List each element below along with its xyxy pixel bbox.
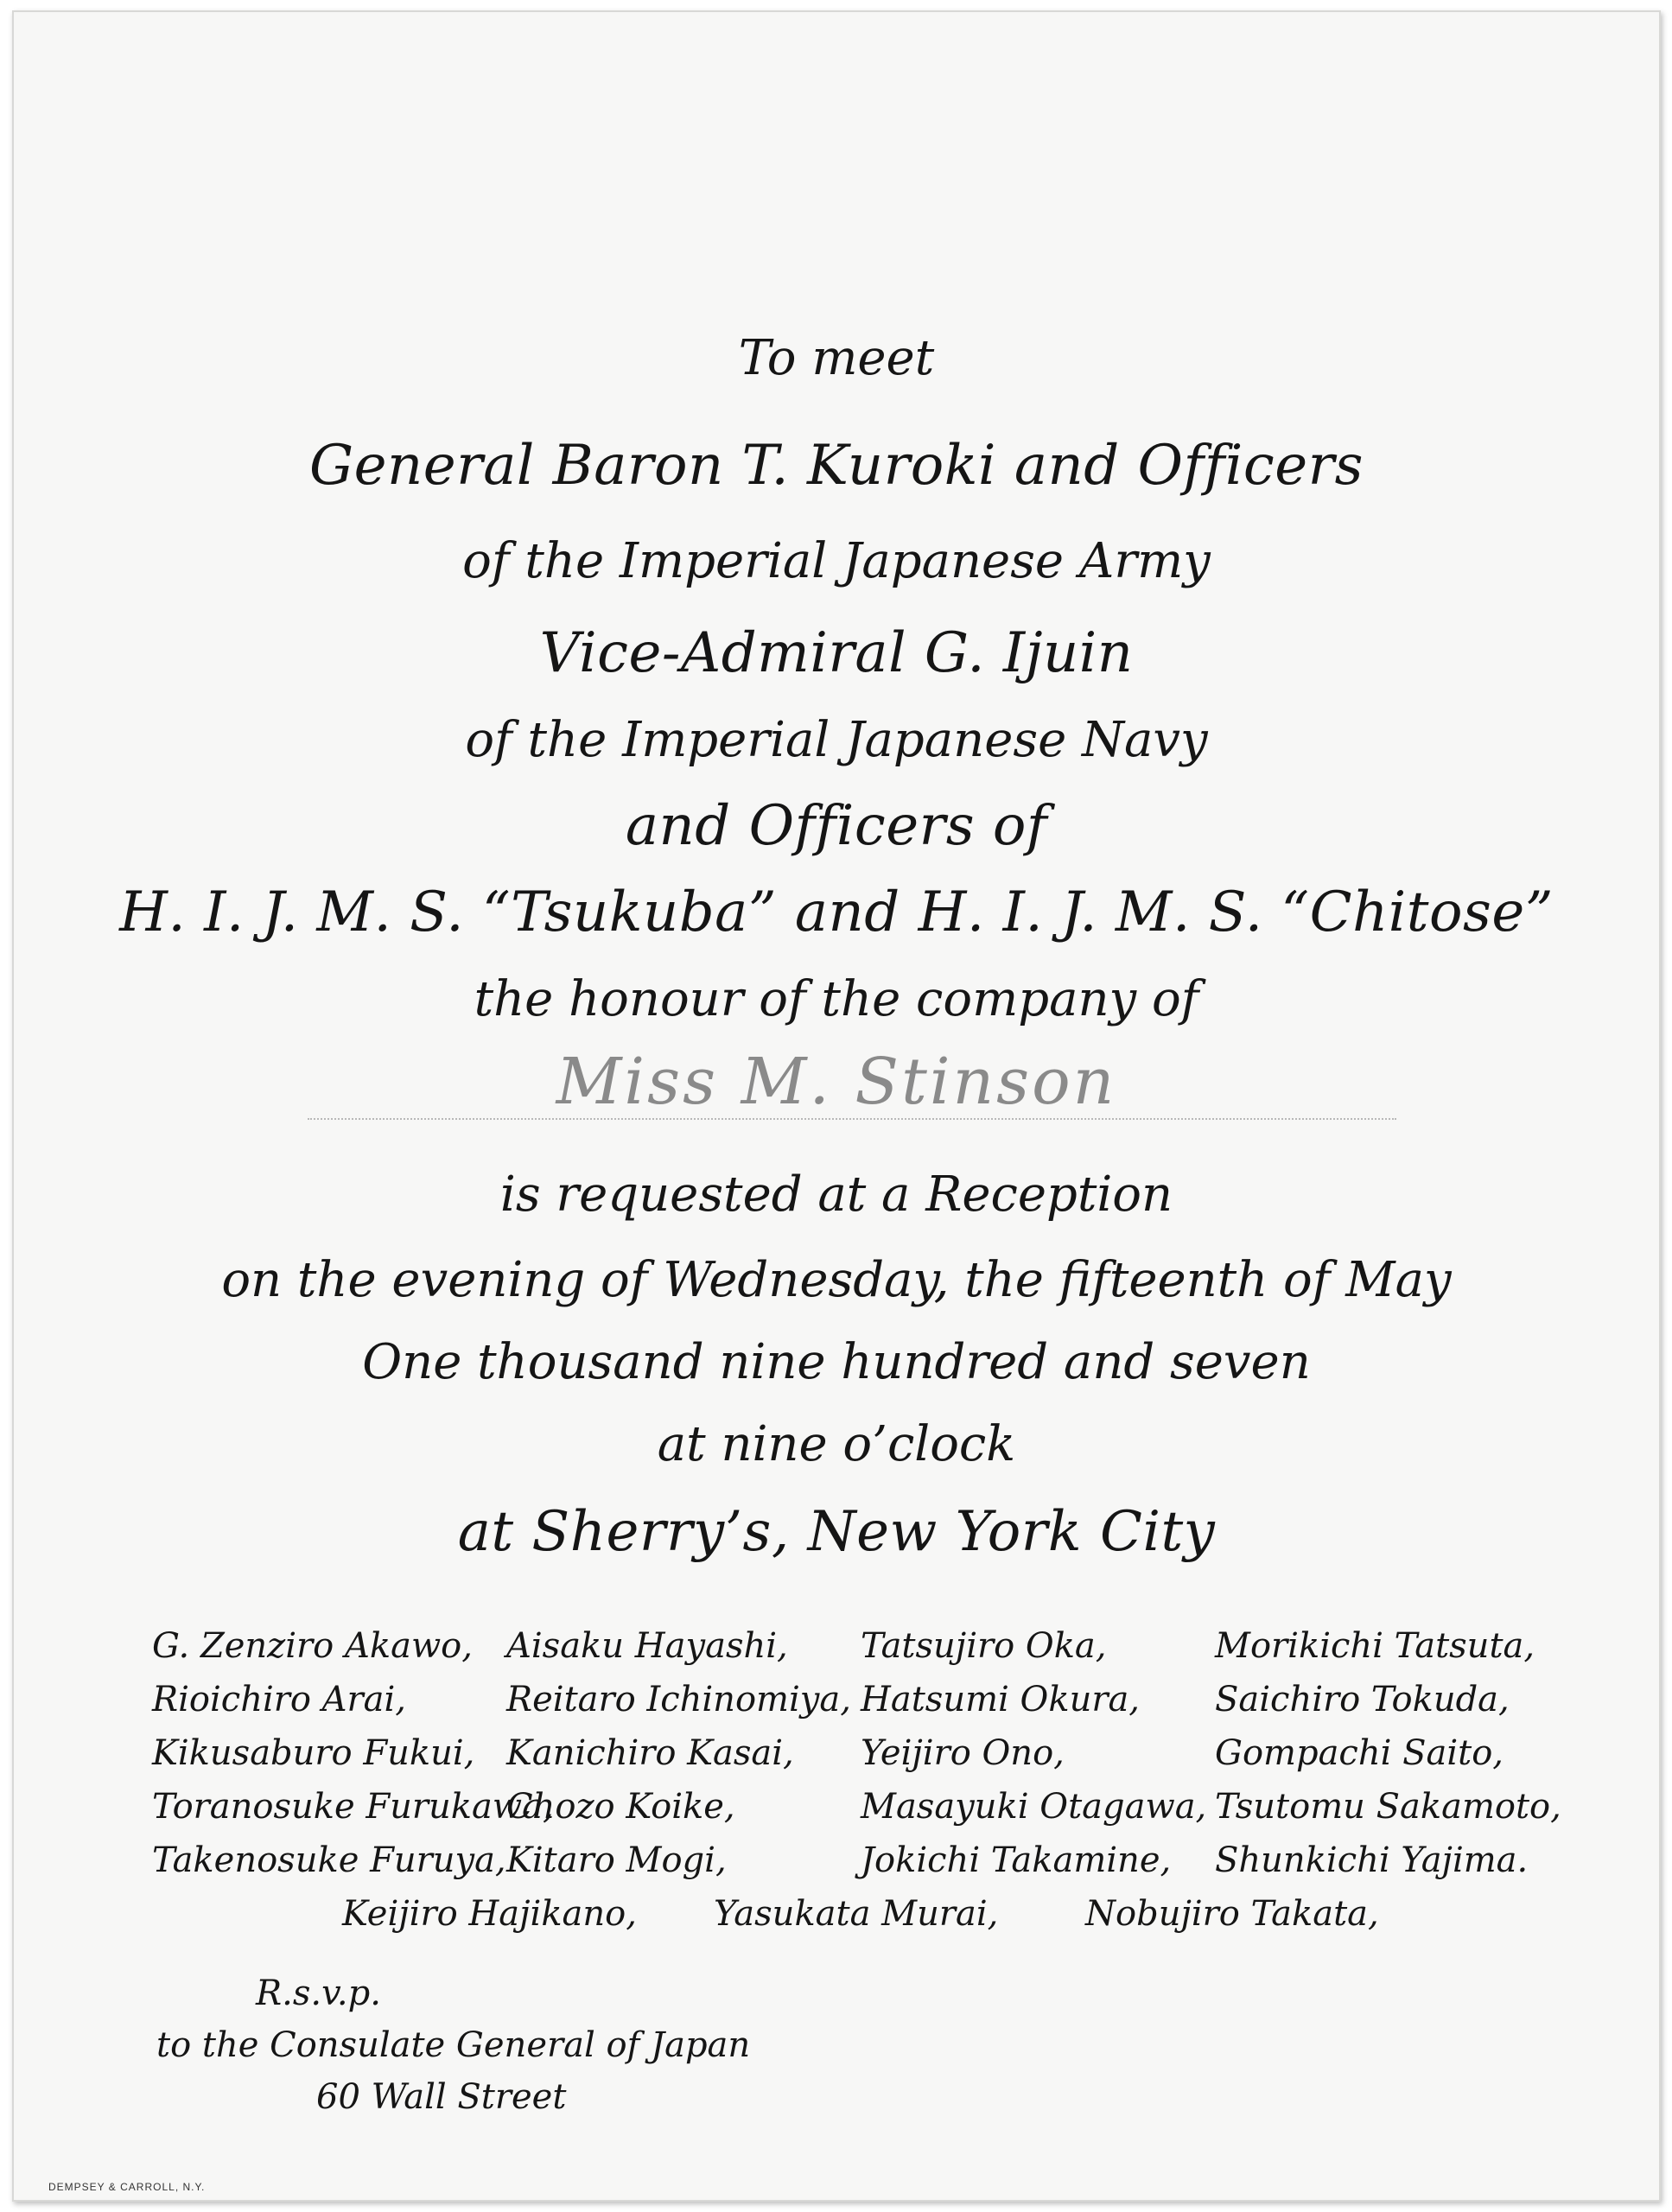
year-line: One thousand nine hundred and seven [362, 1334, 1311, 1390]
time-line: at nine o’clock [657, 1416, 1016, 1472]
officer-name: Jokichi Takamine, [861, 1840, 1172, 1880]
officer-name: Gompachi Saito, [1215, 1733, 1504, 1773]
guest-name-handwritten: Miss M. Stinson [556, 1045, 1117, 1119]
officer-name: Keijiro Hajikano, [342, 1894, 637, 1934]
officer-name: Aisaku Hayashi, [506, 1626, 788, 1666]
officer-name: Kanichiro Kasai, [506, 1733, 794, 1773]
officer-name: Shunkichi Yajima. [1215, 1840, 1529, 1880]
officer-name: G. Zenziro Akawo, [152, 1626, 473, 1666]
to-meet-line: To meet [738, 330, 935, 386]
venue-line: at Sherry’s, New York City [457, 1500, 1216, 1564]
printer-mark: DEMPSEY & CARROLL, N.Y. [48, 2181, 206, 2193]
names-row [152, 1673, 1569, 1726]
invitation-card [12, 10, 1661, 2202]
rsvp-consulate: to the Consulate General of Japan [156, 2025, 751, 2065]
officer-name: Toranosuke Furukawa, [152, 1787, 554, 1827]
honoree-vice-admiral: Vice-Admiral G. Ijuin [539, 621, 1134, 685]
officer-name: Takenosuke Furuya, [152, 1840, 506, 1880]
names-row [152, 1780, 1569, 1834]
officers-of-line: and Officers of [625, 794, 1048, 858]
names-row [152, 1834, 1569, 1887]
honoree-army-general: General Baron T. Kuroki and Officers [309, 434, 1364, 498]
reception-line: is requested at a Reception [499, 1166, 1173, 1223]
rsvp-address: 60 Wall Street [316, 2077, 567, 2117]
date-line: on the evening of Wednesday, the fifteenth of May [221, 1252, 1452, 1308]
officer-name: Morikichi Tatsuta, [1215, 1626, 1535, 1666]
navy-line: of the Imperial Japanese Navy [465, 712, 1208, 768]
ships-line: H. I. J. M. S. “Tsukuba” and H. I. J. M. S. “Chitose” [119, 880, 1554, 944]
officer-name: Rioichiro Arai, [152, 1680, 407, 1719]
officer-name: Yasukata Murai, [714, 1894, 999, 1934]
officer-name: Masayuki Otagawa, [861, 1787, 1207, 1827]
officer-name: Tsutomu Sakamoto, [1215, 1787, 1561, 1827]
officer-name: Chozo Koike, [506, 1787, 735, 1827]
officer-name: Saichiro Tokuda, [1215, 1680, 1510, 1719]
honour-line: the honour of the company of [474, 971, 1199, 1027]
officer-name: Reitaro Ichinomiya, [506, 1680, 851, 1719]
names-row [152, 1619, 1569, 1673]
names-row [152, 1726, 1569, 1780]
officer-name: Tatsujiro Oka, [861, 1626, 1107, 1666]
officer-name: Yeijiro Ono, [861, 1733, 1065, 1773]
officer-names-grid [152, 1619, 1569, 1887]
officer-name: Kitaro Mogi, [506, 1840, 727, 1880]
rsvp-label: R.s.v.p. [256, 1974, 381, 2013]
guest-name-rule [308, 1118, 1396, 1120]
army-line: of the Imperial Japanese Army [462, 533, 1211, 589]
officer-name: Kikusaburo Fukui, [152, 1733, 475, 1773]
officer-name: Hatsumi Okura, [861, 1680, 1141, 1719]
officer-name: Nobujiro Takata, [1085, 1894, 1379, 1934]
names-last-row [342, 1887, 1465, 1941]
